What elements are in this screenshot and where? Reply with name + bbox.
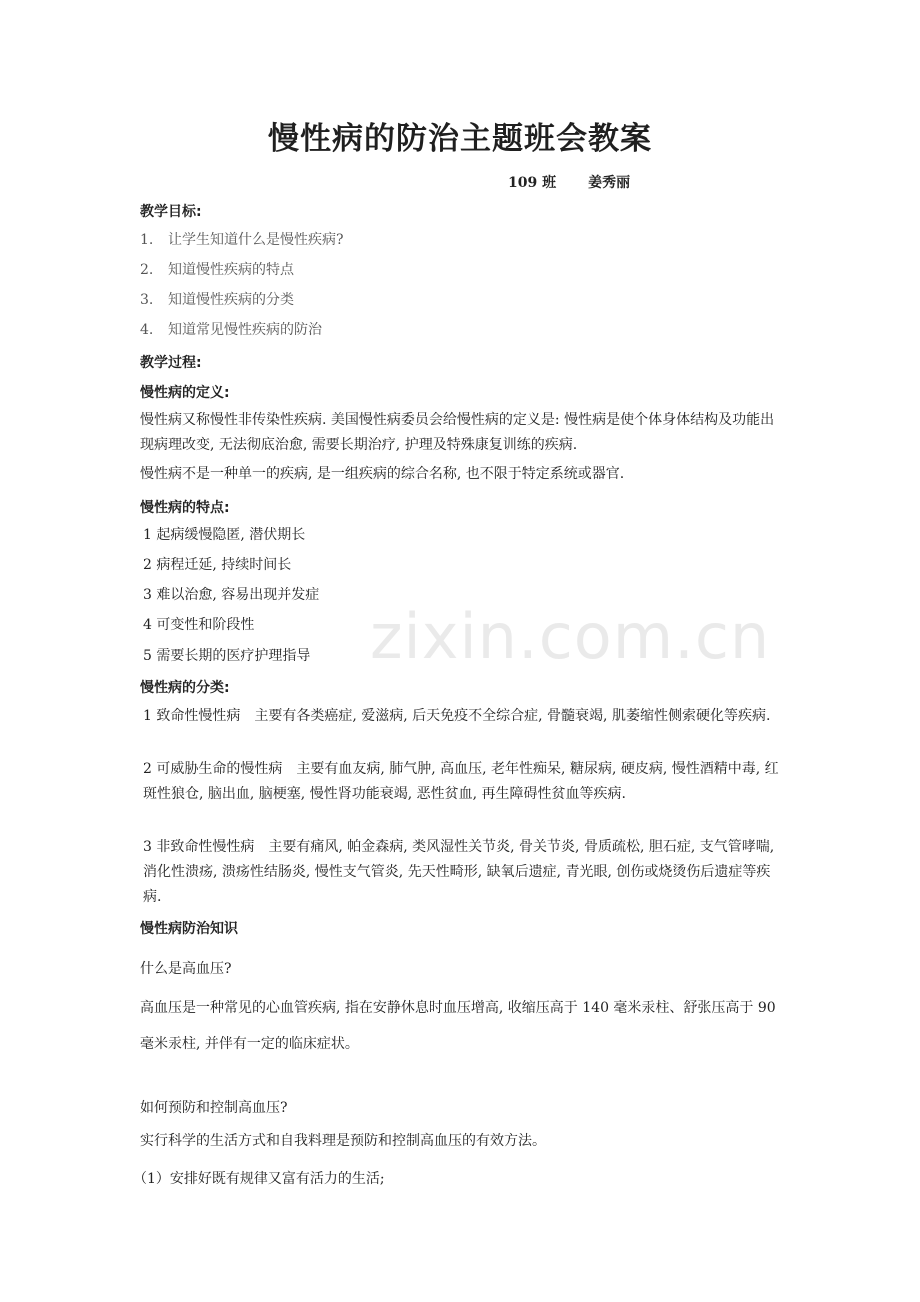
author-line bbox=[508, 172, 630, 192]
document-title: 慢性病的防治主题班会教案 bbox=[268, 121, 652, 157]
control-item: （1）安排好既有规律又富有活力的生活; bbox=[133, 1171, 385, 1187]
hypertension-question: 什么是高血压? bbox=[140, 961, 232, 977]
classification-item: 2 可威胁生命的慢性病 主要有血友病, 肺气肿, 高血压, 老年性痴呆, 糖尿病, 硬皮病, 慢性酒精中毒, 红斑性狼仓, 脑出血, 脑梗塞, 慢性肾功能衰竭, 恶性贫血, 再生障碍性贫血等疾病. bbox=[143, 761, 779, 802]
classification-heading: 慢性病的分类: bbox=[140, 680, 230, 696]
author-name: 姜秀丽 bbox=[588, 175, 631, 191]
features-heading: 慢性病的特点: bbox=[140, 500, 230, 516]
process-heading: 教学过程: bbox=[140, 355, 202, 371]
hypertension-answer: 高血压是一种常见的心血管疾病, 指在安静休息时血压增高, 收缩压高于 140 毫米汞柱、舒张压高于 90 毫米汞柱, 并伴有一定的临床症状。 bbox=[140, 1000, 776, 1052]
feature-item: 4 可变性和阶段性 bbox=[143, 617, 255, 633]
feature-item: 2 病程迁延, 持续时间长 bbox=[143, 557, 292, 573]
prevention-heading: 慢性病防治知识 bbox=[140, 921, 238, 937]
objective-item: 1. 让学生知道什么是慢性疾病? bbox=[140, 232, 344, 248]
feature-item: 1 起病缓慢隐匿, 潜伏期长 bbox=[143, 527, 306, 543]
objective-item: 4. 知道常见慢性疾病的防治 bbox=[140, 322, 322, 338]
definition-paragraph: 慢性病不是一种单一的疾病, 是一组疾病的综合名称, 也不限于特定系统或器官. bbox=[140, 466, 625, 482]
classification-item: 1 致命性慢性病 主要有各类癌症, 爱滋病, 后天免疫不全综合症, 骨髓衰竭, 肌萎缩性侧索硬化等疾病. bbox=[143, 708, 771, 724]
watermark: zixin.com.cn bbox=[370, 600, 771, 673]
objectives-heading: 教学目标: bbox=[140, 204, 202, 220]
control-question: 如何预防和控制高血压? bbox=[140, 1100, 288, 1116]
objective-item: 3. 知道慢性疾病的分类 bbox=[140, 292, 294, 308]
author-class: 109 班 bbox=[508, 175, 557, 191]
definition-paragraph: 慢性病又称慢性非传染性疾病. 美国慢性病委员会给慢性病的定义是: 慢性病是使个体身体结构及功能出现病理改变, 无法彻底治愈, 需要长期治疗, 护理及特殊康复训练的疾病. bbox=[140, 412, 775, 453]
feature-item: 3 难以治愈, 容易出现并发症 bbox=[143, 587, 320, 603]
definition-heading: 慢性病的定义: bbox=[140, 385, 230, 401]
classification-item: 3 非致命性慢性病 主要有痛风, 帕金森病, 类风湿性关节炎, 骨关节炎, 骨质疏松, 胆石症, 支气管哮喘, 消化性溃疡, 溃疡性结肠炎, 慢性支气管炎, 先天性畸形, 缺氧后遗症, 青光眼, 创伤或烧烫伤后遗症等疾病. bbox=[143, 839, 775, 905]
objective-item: 2. 知道慢性疾病的特点 bbox=[140, 262, 294, 278]
feature-item: 5 需要长期的医疗护理指导 bbox=[143, 648, 311, 664]
control-answer: 实行科学的生活方式和自我料理是预防和控制高血压的有效方法。 bbox=[140, 1133, 546, 1149]
